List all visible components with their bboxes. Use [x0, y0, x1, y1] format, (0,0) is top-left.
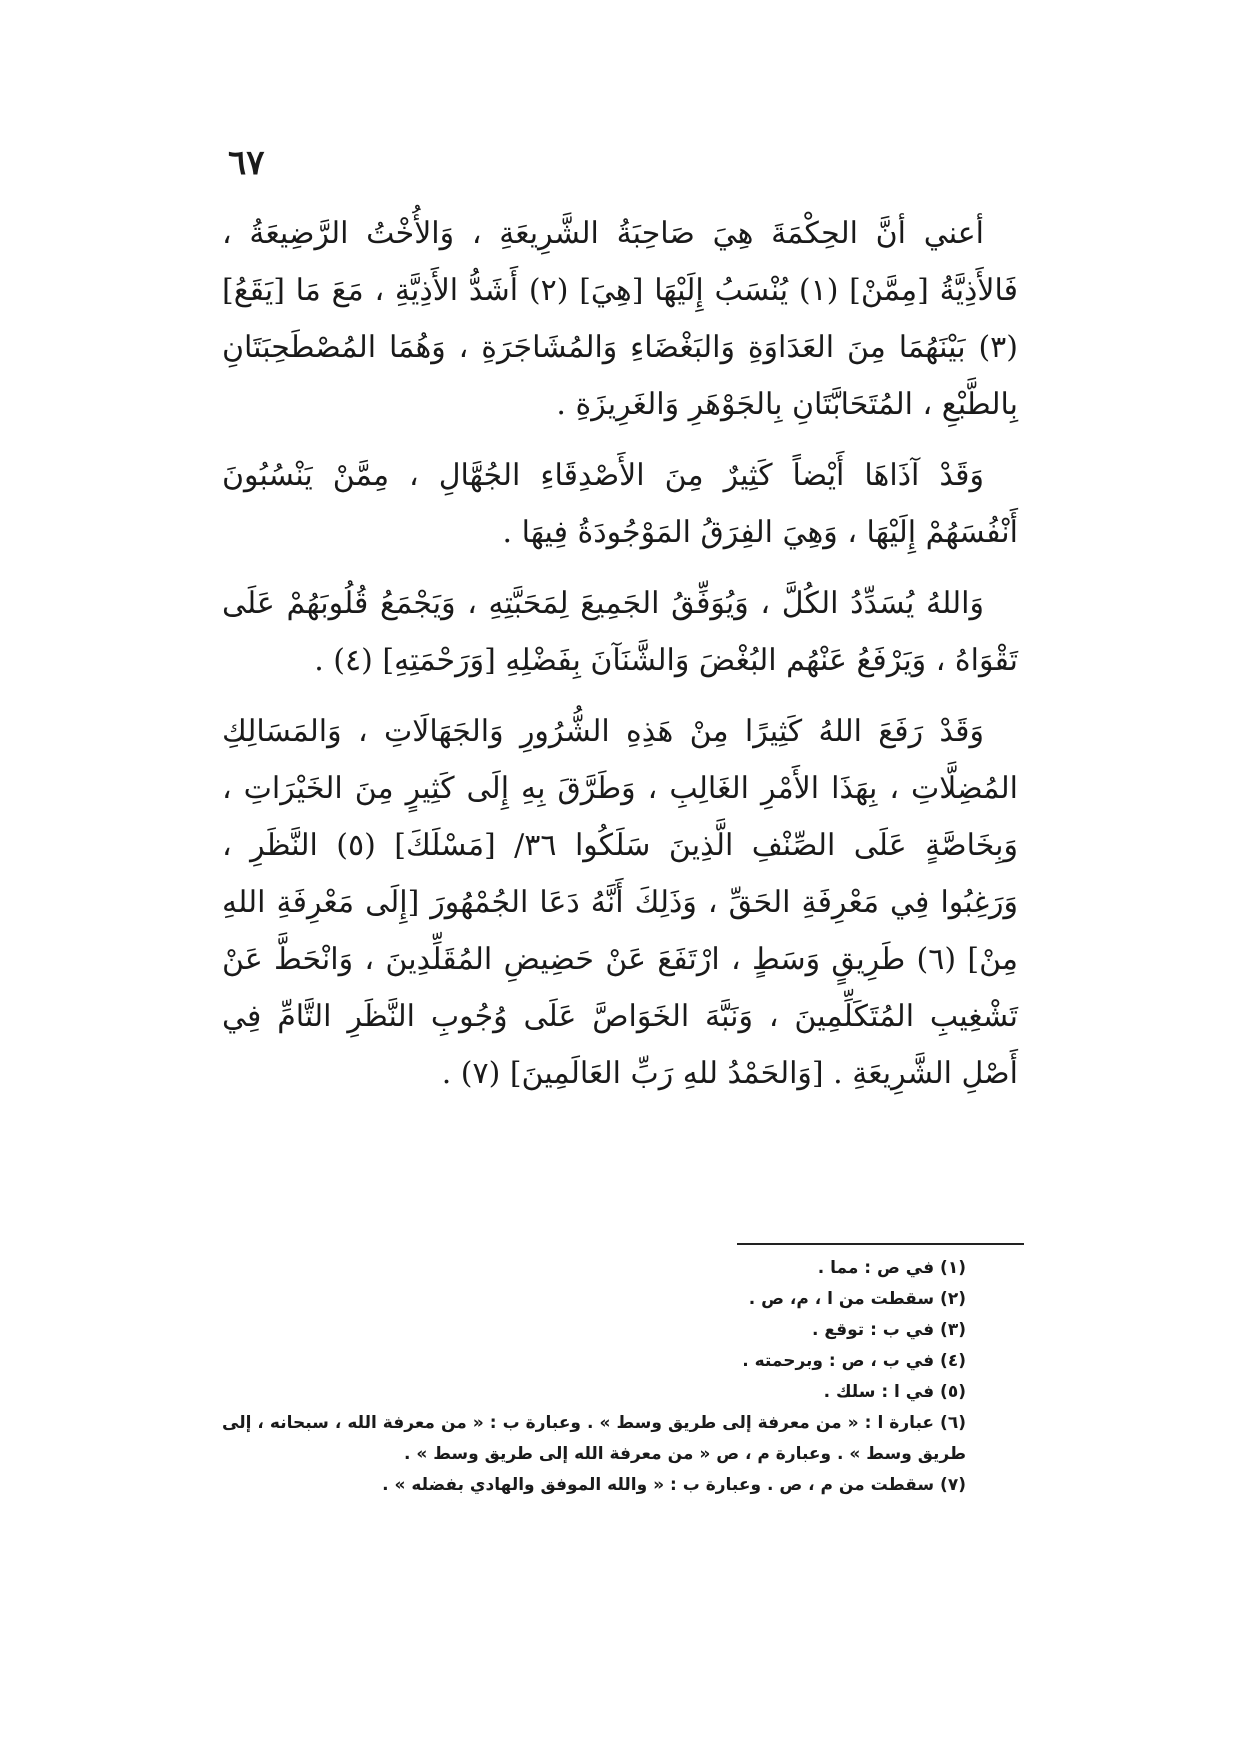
footnote-1: (١) في ص : مما .	[817, 1258, 966, 1278]
footnote-divider	[737, 1243, 1024, 1245]
paragraph-1: أعني أنَّ الحِكْمَةَ هِيَ صَاحِبَةُ الشَّرِيعَةِ ، وَالأُخْتُ الرَّضِيعَةُ ، فَالأَذِيَّةُ [مِمَّنْ] (١) يُنْسَبُ إِلَيْهَا [هِيَ] (٢) أَشَدُّ الأَذِيَّةِ ، مَعَ مَا [يَقَعُ] (٣) بَيْنَهُمَا مِنَ العَدَاوَةِ وَالبَغْضَاءِ وَالمُشَاجَرَةِ ، وَهُمَا المُصْطَحِبَتَانِ بِالطَّبْعِ ، المُتَحَابَّتَانِ بِالجَوْهَرِ وَالغَرِيزَةِ .	[222, 216, 1018, 422]
footnote-7: (٧) سقطت من م ، ص . وعبارة ب : « والله الموفق والهادي بفضله » .	[382, 1475, 966, 1495]
footnote-2: (٢) سقطت من ا ، م، ص .	[748, 1289, 966, 1309]
footnote-6: (٦) عبارة ا : « من معرفة إلى طريق وسط » . وعبارة ب : « من معرفة الله ، سبحانه ، إلى طريق وسط » . وعبارة م ، ص « من معرفة الله إلى طريق وسط » .	[222, 1413, 966, 1464]
paragraph-2: وَقَدْ آذَاهَا أَيْضاً كَثِيرٌ مِنَ الأَصْدِقَاءِ الجُهَّالِ ، مِمَّنْ يَنْسُبُونَ أَنْفُسَهُمْ إِلَيْهَا ، وَهِيَ الفِرَقُ المَوْجُودَةُ فِيهَا .	[222, 458, 1018, 550]
footnote-5: (٥) في ا : سلك .	[823, 1382, 966, 1402]
footnote-4: (٤) في ب ، ص : وبرحمته .	[742, 1351, 966, 1371]
main-text-body	[222, 205, 1018, 1116]
footnotes-section	[222, 1253, 1018, 1501]
footnote-3: (٣) في ب : توقع .	[812, 1320, 966, 1340]
paragraph-3: وَاللهُ يُسَدِّدُ الكُلَّ ، وَيُوَفِّقُ الجَمِيعَ لِمَحَبَّتِهِ ، وَيَجْمَعُ قُلُوبَهُمْ عَلَى تَقْوَاهُ ، وَيَرْفَعُ عَنْهُم البُغْضَ وَالشَّنَآنَ بِفَضْلِهِ [وَرَحْمَتِهِ] (٤) .	[222, 586, 1018, 678]
page-number: ٦٧	[228, 143, 265, 183]
paragraph-4: وَقَدْ رَفَعَ اللهُ كَثِيرًا مِنْ هَذِهِ الشُّرُورِ وَالجَهَالَاتِ ، وَالمَسَالِكِ المُضِلَّاتِ ، بِهَذَا الأَمْرِ الغَالِبِ ، وَطَرَّقَ بِهِ إِلَى كَثِيرٍ مِنَ الخَيْرَاتِ ، وَبِخَاصَّةٍ عَلَى الصِّنْفِ الَّذِينَ سَلَكُوا ٣٦/ [مَسْلَكَ] (٥) النَّظَرِ ، وَرَغِبُوا فِي مَعْرِفَةِ الحَقِّ ، وَذَلِكَ أَنَّهُ دَعَا الجُمْهُورَ [إِلَى مَعْرِفَةِ اللهِ مِنْ] (٦) طَرِيقٍ وَسَطٍ ، ارْتَفَعَ عَنْ حَضِيضِ المُقَلِّدِينَ ، وَانْحَطَّ عَنْ تَشْغِيبِ المُتَكَلِّمِينَ ، وَنَبَّهَ الخَوَاصَّ عَلَى وُجُوبِ النَّظَرِ التَّامِّ فِي أَصْلِ الشَّرِيعَةِ . [وَالحَمْدُ للهِ رَبِّ العَالَمِينَ] (٧) .	[222, 714, 1018, 1091]
